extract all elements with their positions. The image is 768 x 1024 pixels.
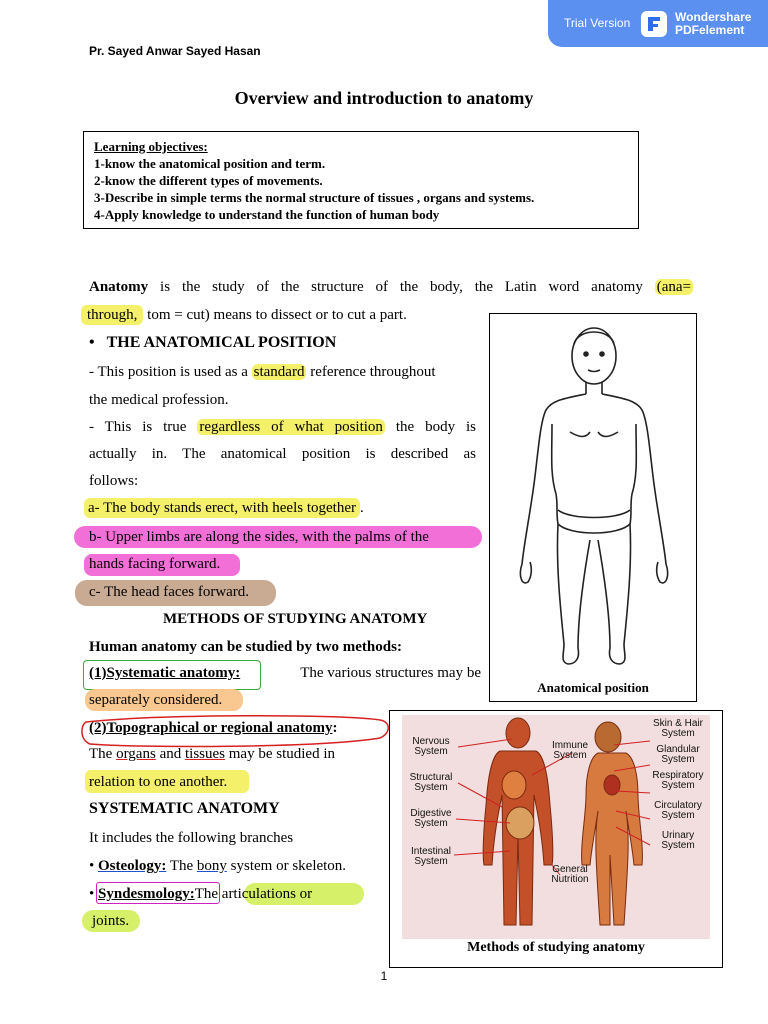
label-intestinal: Intestinal System — [410, 846, 452, 867]
method-2 — [89, 718, 338, 738]
body-systems-figure — [389, 710, 723, 968]
page-title: Overview and introduction to anatomy — [234, 88, 534, 108]
author-name: Pr. Sayed Anwar Sayed Hasan — [89, 44, 261, 58]
osteology-item — [89, 856, 346, 876]
intro-line-2 — [81, 305, 407, 325]
syndesmology-term: Syndesmology: — [98, 886, 195, 902]
anat-p2-line2: actually in. The anatomical position is described as — [89, 446, 476, 462]
tissues-word: tissues — [184, 746, 225, 762]
objective-item: 1-know the anatomical position and term. — [94, 156, 326, 171]
anatomical-position-heading — [89, 333, 336, 353]
highlight-a: a- The body stands erect, with heels together — [84, 498, 360, 518]
label-urinary: Urinary System — [661, 830, 695, 851]
label-respiratory: Respiratory System — [652, 770, 704, 791]
colon: : — [332, 720, 338, 736]
position-b-line1: b- Upper limbs are along the sides, with the palms of the — [89, 529, 429, 545]
brand-line-1: Wondershare — [675, 10, 752, 24]
objective-item: 2-know the different types of movements. — [94, 173, 323, 188]
anatomy-term: Anatomy — [89, 279, 149, 295]
label-structural: Structural System — [409, 772, 453, 793]
trial-banner[interactable] — [548, 0, 768, 47]
methods-sub: Human anatomy can be studied by two methods: — [89, 639, 402, 655]
label-nervous: Nervous System — [412, 736, 450, 757]
method-2-line3: relation to one another. — [89, 774, 228, 790]
objectives-heading: Learning objectives: — [94, 139, 208, 154]
bony-word: bony — [196, 858, 227, 874]
text: - This is true — [89, 419, 198, 435]
objective-item: 4-Apply knowledge to understand the function of human body — [94, 207, 440, 222]
highlight-regardless: regardless of what position — [199, 419, 383, 435]
anatomical-position-figure — [489, 313, 697, 702]
position-c: c- The head faces forward. — [89, 584, 250, 600]
page-number: 1 — [380, 969, 388, 983]
method-1 — [89, 663, 481, 683]
learning-objectives-box — [83, 131, 639, 229]
label-nutrition: General Nutrition — [551, 864, 589, 885]
syndesmology-item — [89, 884, 312, 904]
anat-p1-line2: the medical profession. — [89, 392, 229, 408]
osteology-term: Osteology: — [98, 858, 167, 874]
intro-text: is the study of the structure of the body, the Latin word anatomy — [148, 279, 655, 295]
intro-line-1 — [89, 277, 693, 297]
text: The — [194, 886, 219, 902]
objective-item: 3-Describe in simple terms the normal structure of tissues , organs and systems. — [94, 190, 535, 205]
text: may be studied in — [225, 746, 335, 762]
intro-text-2: tom = cut) means to dissect or to cut a part. — [143, 307, 407, 323]
pdfelement-logo-icon — [641, 11, 667, 37]
text: articulations or — [218, 886, 313, 902]
anat-p2-line1 — [89, 417, 476, 437]
bullet: • — [89, 858, 95, 874]
highlight-ana: (ana= — [656, 279, 691, 295]
label-circulatory: Circulatory System — [654, 800, 702, 821]
highlight-standard: standard — [253, 364, 305, 380]
text: and — [155, 746, 185, 762]
systematic-anatomy-term: (1)Systematic anatomy: — [89, 665, 241, 681]
text: system or skeleton. — [226, 858, 347, 874]
topographical-anatomy-term: (2)Topographical or regional anatomy — [89, 720, 333, 736]
bullet: • — [89, 886, 95, 902]
bullet: • — [89, 334, 107, 351]
text: The — [89, 746, 117, 762]
method-2-line2 — [89, 744, 335, 764]
systematic-sub: It includes the following branches — [89, 830, 294, 846]
brand-name — [675, 11, 751, 37]
method-1-line2: separately considered. — [89, 692, 223, 708]
systems-illustration-panel — [402, 715, 710, 939]
figure-1-caption: Anatomical position — [537, 680, 649, 695]
heading-text: THE ANATOMICAL POSITION — [106, 334, 337, 351]
joints-word: joints. — [92, 913, 130, 929]
trial-version-label: Trial Version — [564, 16, 631, 30]
position-a: a- The body stands erect, with heels together . — [84, 498, 364, 518]
methods-heading: METHODS OF STUDYING ANATOMY — [163, 611, 428, 627]
figure-2-caption: Methods of studying anatomy — [467, 940, 645, 955]
anat-p1-line1 — [89, 362, 436, 382]
organs-word: organs — [116, 746, 156, 762]
highlight-through: through, — [81, 305, 143, 325]
position-b-line2: hands facing forward. — [89, 556, 221, 572]
label-digestive: Digestive System — [410, 808, 452, 829]
label-immune: Immune System — [551, 740, 589, 761]
anat-p2-line3: follows: — [89, 473, 139, 489]
text: the body is — [384, 419, 476, 435]
text: - This position is used as a — [89, 364, 252, 380]
text: The various structures may be — [300, 665, 481, 681]
label-skin-hair: Skin & Hair System — [652, 718, 703, 739]
label-glandular: Glandular System — [656, 744, 700, 765]
brand-line-2: PDFelement — [675, 23, 745, 37]
text: The — [166, 858, 197, 874]
text: reference throughout — [306, 364, 436, 380]
systematic-heading: SYSTEMATIC ANATOMY — [89, 800, 280, 817]
human-outline-illustration — [490, 314, 696, 674]
